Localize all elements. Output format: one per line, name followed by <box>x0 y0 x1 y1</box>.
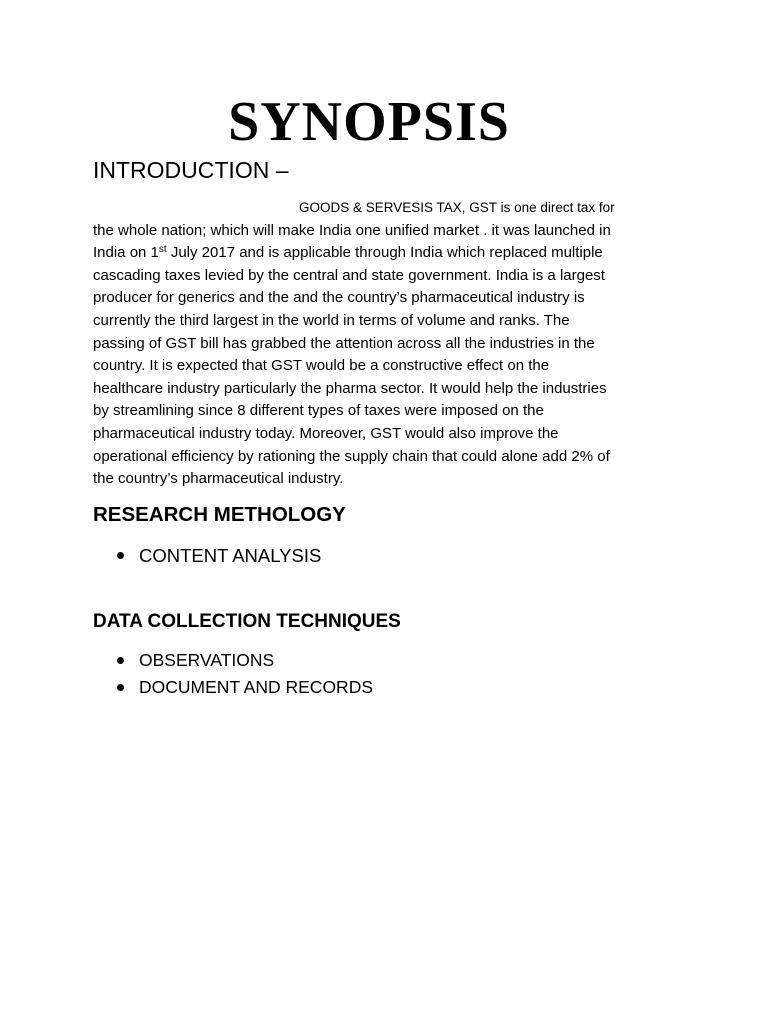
research-methodology-heading: RESEARCH METHOLOGY <box>93 503 346 526</box>
bullet-icon <box>117 684 124 691</box>
paragraph-line: cascading taxes levied by the central and state government. India is a largest <box>93 266 605 284</box>
research-methodology-list <box>93 542 321 570</box>
paragraph-line: operational efficiency by rationing the supply chain that could alone add 2% of <box>93 447 610 465</box>
paragraph-line: the country’s pharmaceutical industry. <box>93 470 344 488</box>
list-item-label: DOCUMENT AND RECORDS <box>139 677 374 697</box>
paragraph-line: currently the third largest in the world in terms of volume and ranks. The <box>93 311 570 329</box>
data-collection-heading: DATA COLLECTION TECHNIQUES <box>93 611 401 632</box>
list-item-label: CONTENT ANALYSIS <box>139 545 322 566</box>
introduction-paragraph <box>93 197 683 491</box>
ordinal-superscript: st <box>158 244 167 256</box>
bullet-icon <box>117 552 124 559</box>
paragraph-line: by streamlining since 8 different types of taxes were imposed on the <box>93 402 544 420</box>
paragraph-line: the whole nation; which will make India one unified market . it was launched in <box>93 221 611 239</box>
paragraph-line: GOODS & SERVESIS TAX, GST is one direct tax for <box>299 200 615 215</box>
paragraph-line: country. It is expected that GST would be a constructive effect on the <box>93 357 550 375</box>
list-item-label: OBSERVATIONS <box>139 650 275 670</box>
paragraph-line: pharmaceutical industry today. Moreover, GST would also improve the <box>93 424 559 442</box>
paragraph-line-text: July 2017 and is applicable through India which replaced multiple <box>166 244 603 262</box>
list-item <box>93 542 321 570</box>
paragraph-line: healthcare industry particularly the pharma sector. It would help the industries <box>93 379 607 397</box>
paragraph-line <box>93 242 683 265</box>
introduction-heading: INTRODUCTION – <box>93 157 289 183</box>
data-collection-list <box>93 647 373 701</box>
document-title: SYNOPSIS <box>228 91 510 153</box>
bullet-icon <box>117 657 124 664</box>
list-item <box>93 647 373 674</box>
list-item <box>93 674 373 701</box>
paragraph-line: passing of GST bill has grabbed the attention across all the industries in the <box>93 334 595 352</box>
paragraph-line: producer for generics and the and the country’s pharmaceutical industry is <box>93 289 585 307</box>
paragraph-line-text: India on 1 <box>93 244 159 262</box>
